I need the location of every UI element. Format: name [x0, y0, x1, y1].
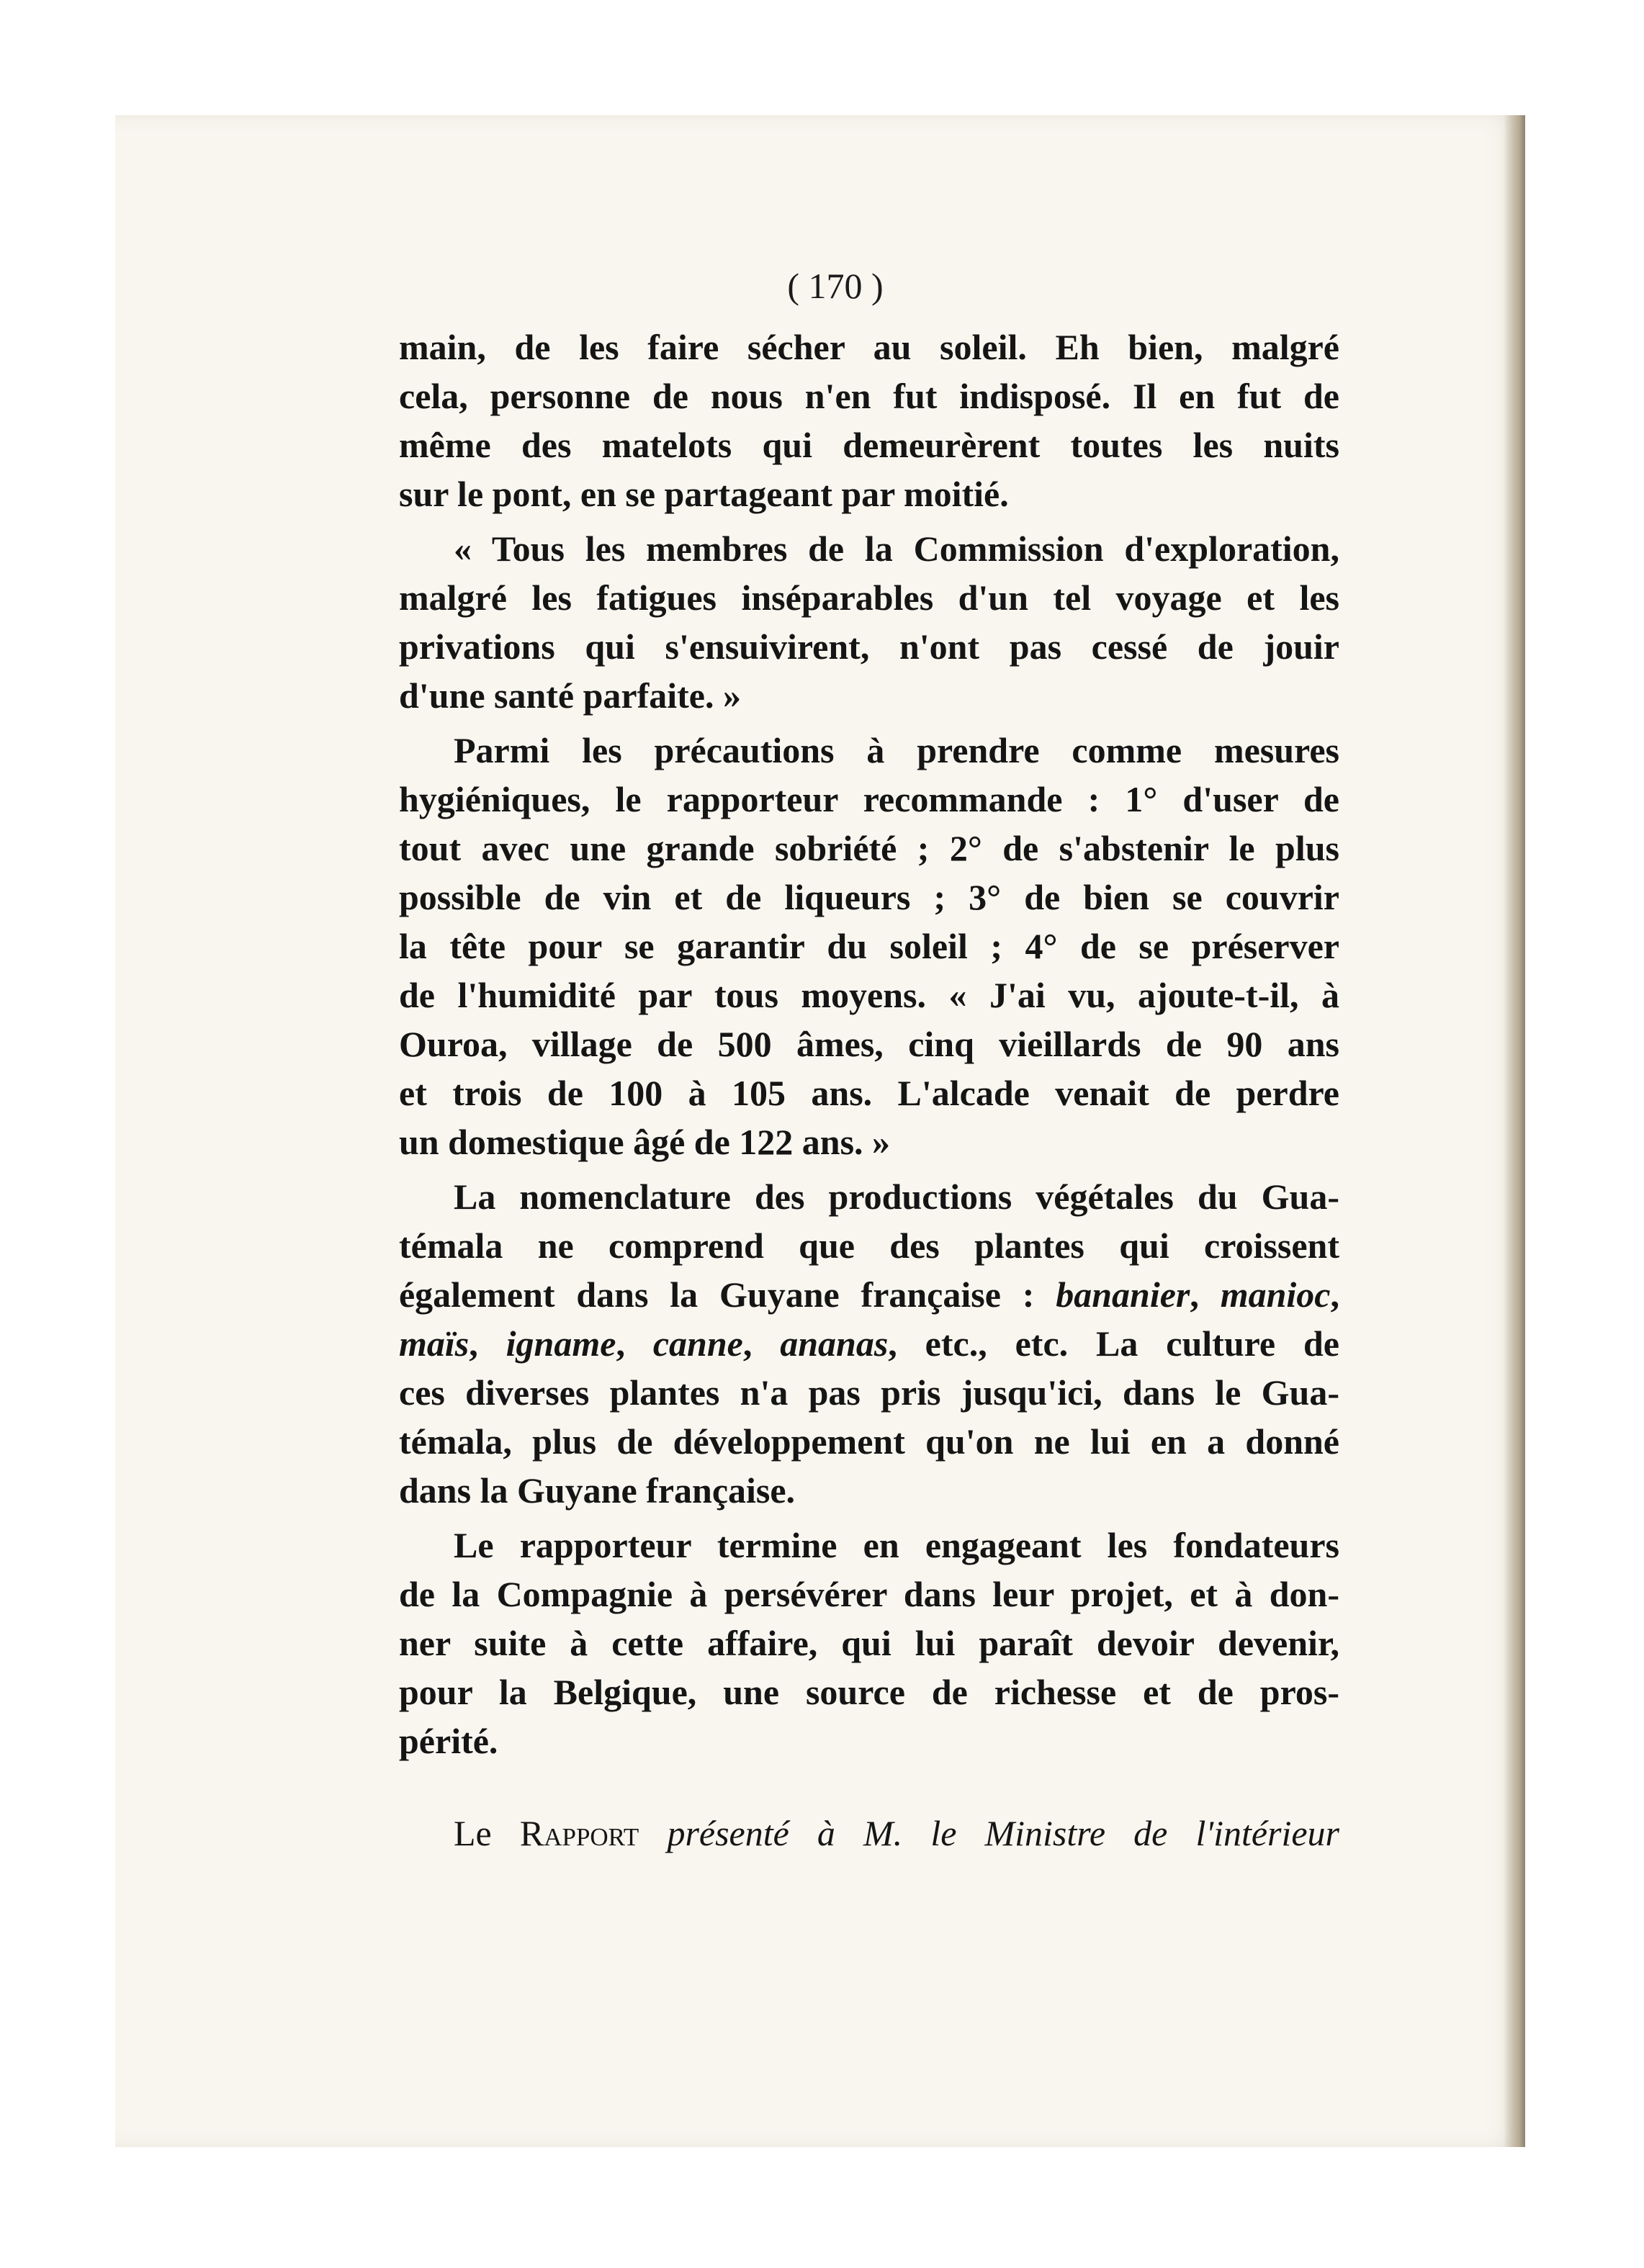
text-segment: la tête pour se garantir du soleil ; 4° de se préserver: [399, 926, 1339, 966]
italic-text: bananier: [1056, 1274, 1190, 1315]
text-segment: ces diverses plantes n'a pas pris jusqu'ici, dans le Gua-: [399, 1372, 1339, 1413]
text-segment: un domestique âgé de 122 ans. »: [399, 1122, 891, 1162]
text-segment: « Tous les membres de la Commission d'exploration,: [454, 528, 1339, 569]
text-segment: et trois de 100 à 105 ans. L'alcade venait de perdre: [399, 1073, 1339, 1113]
text-line: [399, 372, 1339, 420]
text-segment: ,: [1330, 1274, 1339, 1315]
text-segment: ner suite à cette affaire, qui lui paraît devoir devenir,: [399, 1623, 1339, 1663]
italic-text: ananas: [780, 1323, 889, 1364]
text-segment: dans la Guyane française.: [399, 1470, 796, 1511]
text-segment: pour la Belgique, une source de richesse et de pros-: [399, 1672, 1339, 1712]
text-line: [399, 1221, 1339, 1270]
italic-text: canne: [652, 1323, 743, 1364]
text-segment: Le: [454, 1813, 520, 1853]
text-line: [399, 1368, 1339, 1417]
text-segment: , etc., etc. La culture de: [888, 1323, 1339, 1364]
text-segment: malgré les fatigues inséparables d'un tel voyage et les: [399, 577, 1339, 618]
page-binding-shadow: [1504, 115, 1525, 2147]
text-line: [399, 726, 1339, 775]
text-segment: de la Compagnie à persévérer dans leur projet, et à don-: [399, 1574, 1339, 1614]
text-segment: cela, personne de nous n'en fut indisposé. Il en fut de: [399, 376, 1339, 416]
italic-text: présenté à M. le Ministre de l'intérieur: [667, 1813, 1339, 1853]
text-line: [399, 671, 1339, 720]
text-line: [399, 1172, 1339, 1221]
text-line: [399, 873, 1339, 922]
text-column: [399, 323, 1339, 1858]
text-line: [399, 573, 1339, 622]
text-line: [399, 1809, 1339, 1858]
italic-text: manioc: [1220, 1274, 1331, 1315]
text-segment: hygiéniques, le rapporteur recommande : 1° d'user de: [399, 779, 1339, 819]
italic-text: igname: [506, 1323, 616, 1364]
text-segment: possible de vin et de liqueurs ; 3° de bien se couvrir: [399, 877, 1339, 917]
text-line: [399, 1570, 1339, 1619]
text-segment: privations qui s'ensuivirent, n'ont pas cessé de jouir: [399, 626, 1339, 667]
text-segment: témala, plus de développement qu'on ne lui en a donné: [399, 1421, 1339, 1462]
text-segment: Ouroa, village de 500 âmes, cinq vieillards de 90 ans: [399, 1024, 1339, 1064]
text-line: [399, 622, 1339, 671]
text-segment: main, de les faire sécher au soleil. Eh bien, malgré: [399, 327, 1339, 367]
text-segment: tout avec une grande sobriété ; 2° de s'abstenir le plus: [399, 828, 1339, 868]
text-line: [399, 1117, 1339, 1166]
text-line: [399, 1020, 1339, 1068]
text-line: [399, 524, 1339, 573]
text-segment: témala ne comprend que des plantes qui croissent: [399, 1225, 1339, 1266]
text-line: [399, 1417, 1339, 1466]
text-line: [399, 1068, 1339, 1117]
text-segment: La nomenclature des productions végétales du Gua-: [454, 1176, 1339, 1217]
text-line: [399, 1466, 1339, 1515]
text-segment: d'une santé parfaite. »: [399, 675, 741, 716]
text-line: [399, 1270, 1339, 1319]
text-line: [399, 1319, 1339, 1368]
text-line: [399, 323, 1339, 372]
text-segment: sur le pont, en se partageant par moitié.: [399, 474, 1009, 514]
text-segment: de l'humidité par tous moyens. « J'ai vu, ajoute-t-il, à: [399, 975, 1339, 1015]
text-line: [399, 1521, 1339, 1570]
text-segment: Parmi les précautions à prendre comme mesures: [454, 730, 1339, 770]
text-segment: périté.: [399, 1721, 498, 1761]
text-line: [399, 971, 1339, 1020]
text-line: [399, 469, 1339, 518]
text-segment: ,: [616, 1323, 653, 1364]
text-segment: ,: [469, 1323, 506, 1364]
text-segment: ,: [1190, 1274, 1221, 1315]
text-segment: ,: [742, 1323, 781, 1364]
small-caps-text: Rapport: [519, 1813, 639, 1853]
text-segment: même des matelots qui demeurèrent toutes les nuits: [399, 425, 1339, 465]
text-segment: Le rapporteur termine en engageant les fondateurs: [454, 1525, 1339, 1565]
italic-text: maïs: [399, 1323, 470, 1364]
text-line: [399, 922, 1339, 971]
text-line: [399, 420, 1339, 469]
text-line: [399, 1668, 1339, 1716]
text-line: [399, 824, 1339, 873]
text-line: [399, 1619, 1339, 1668]
page-number: ( 170 ): [787, 266, 884, 306]
text-segment: [639, 1813, 667, 1853]
text-line: [399, 1716, 1339, 1765]
text-line: [399, 775, 1339, 824]
text-segment: également dans la Guyane française :: [399, 1274, 1056, 1315]
